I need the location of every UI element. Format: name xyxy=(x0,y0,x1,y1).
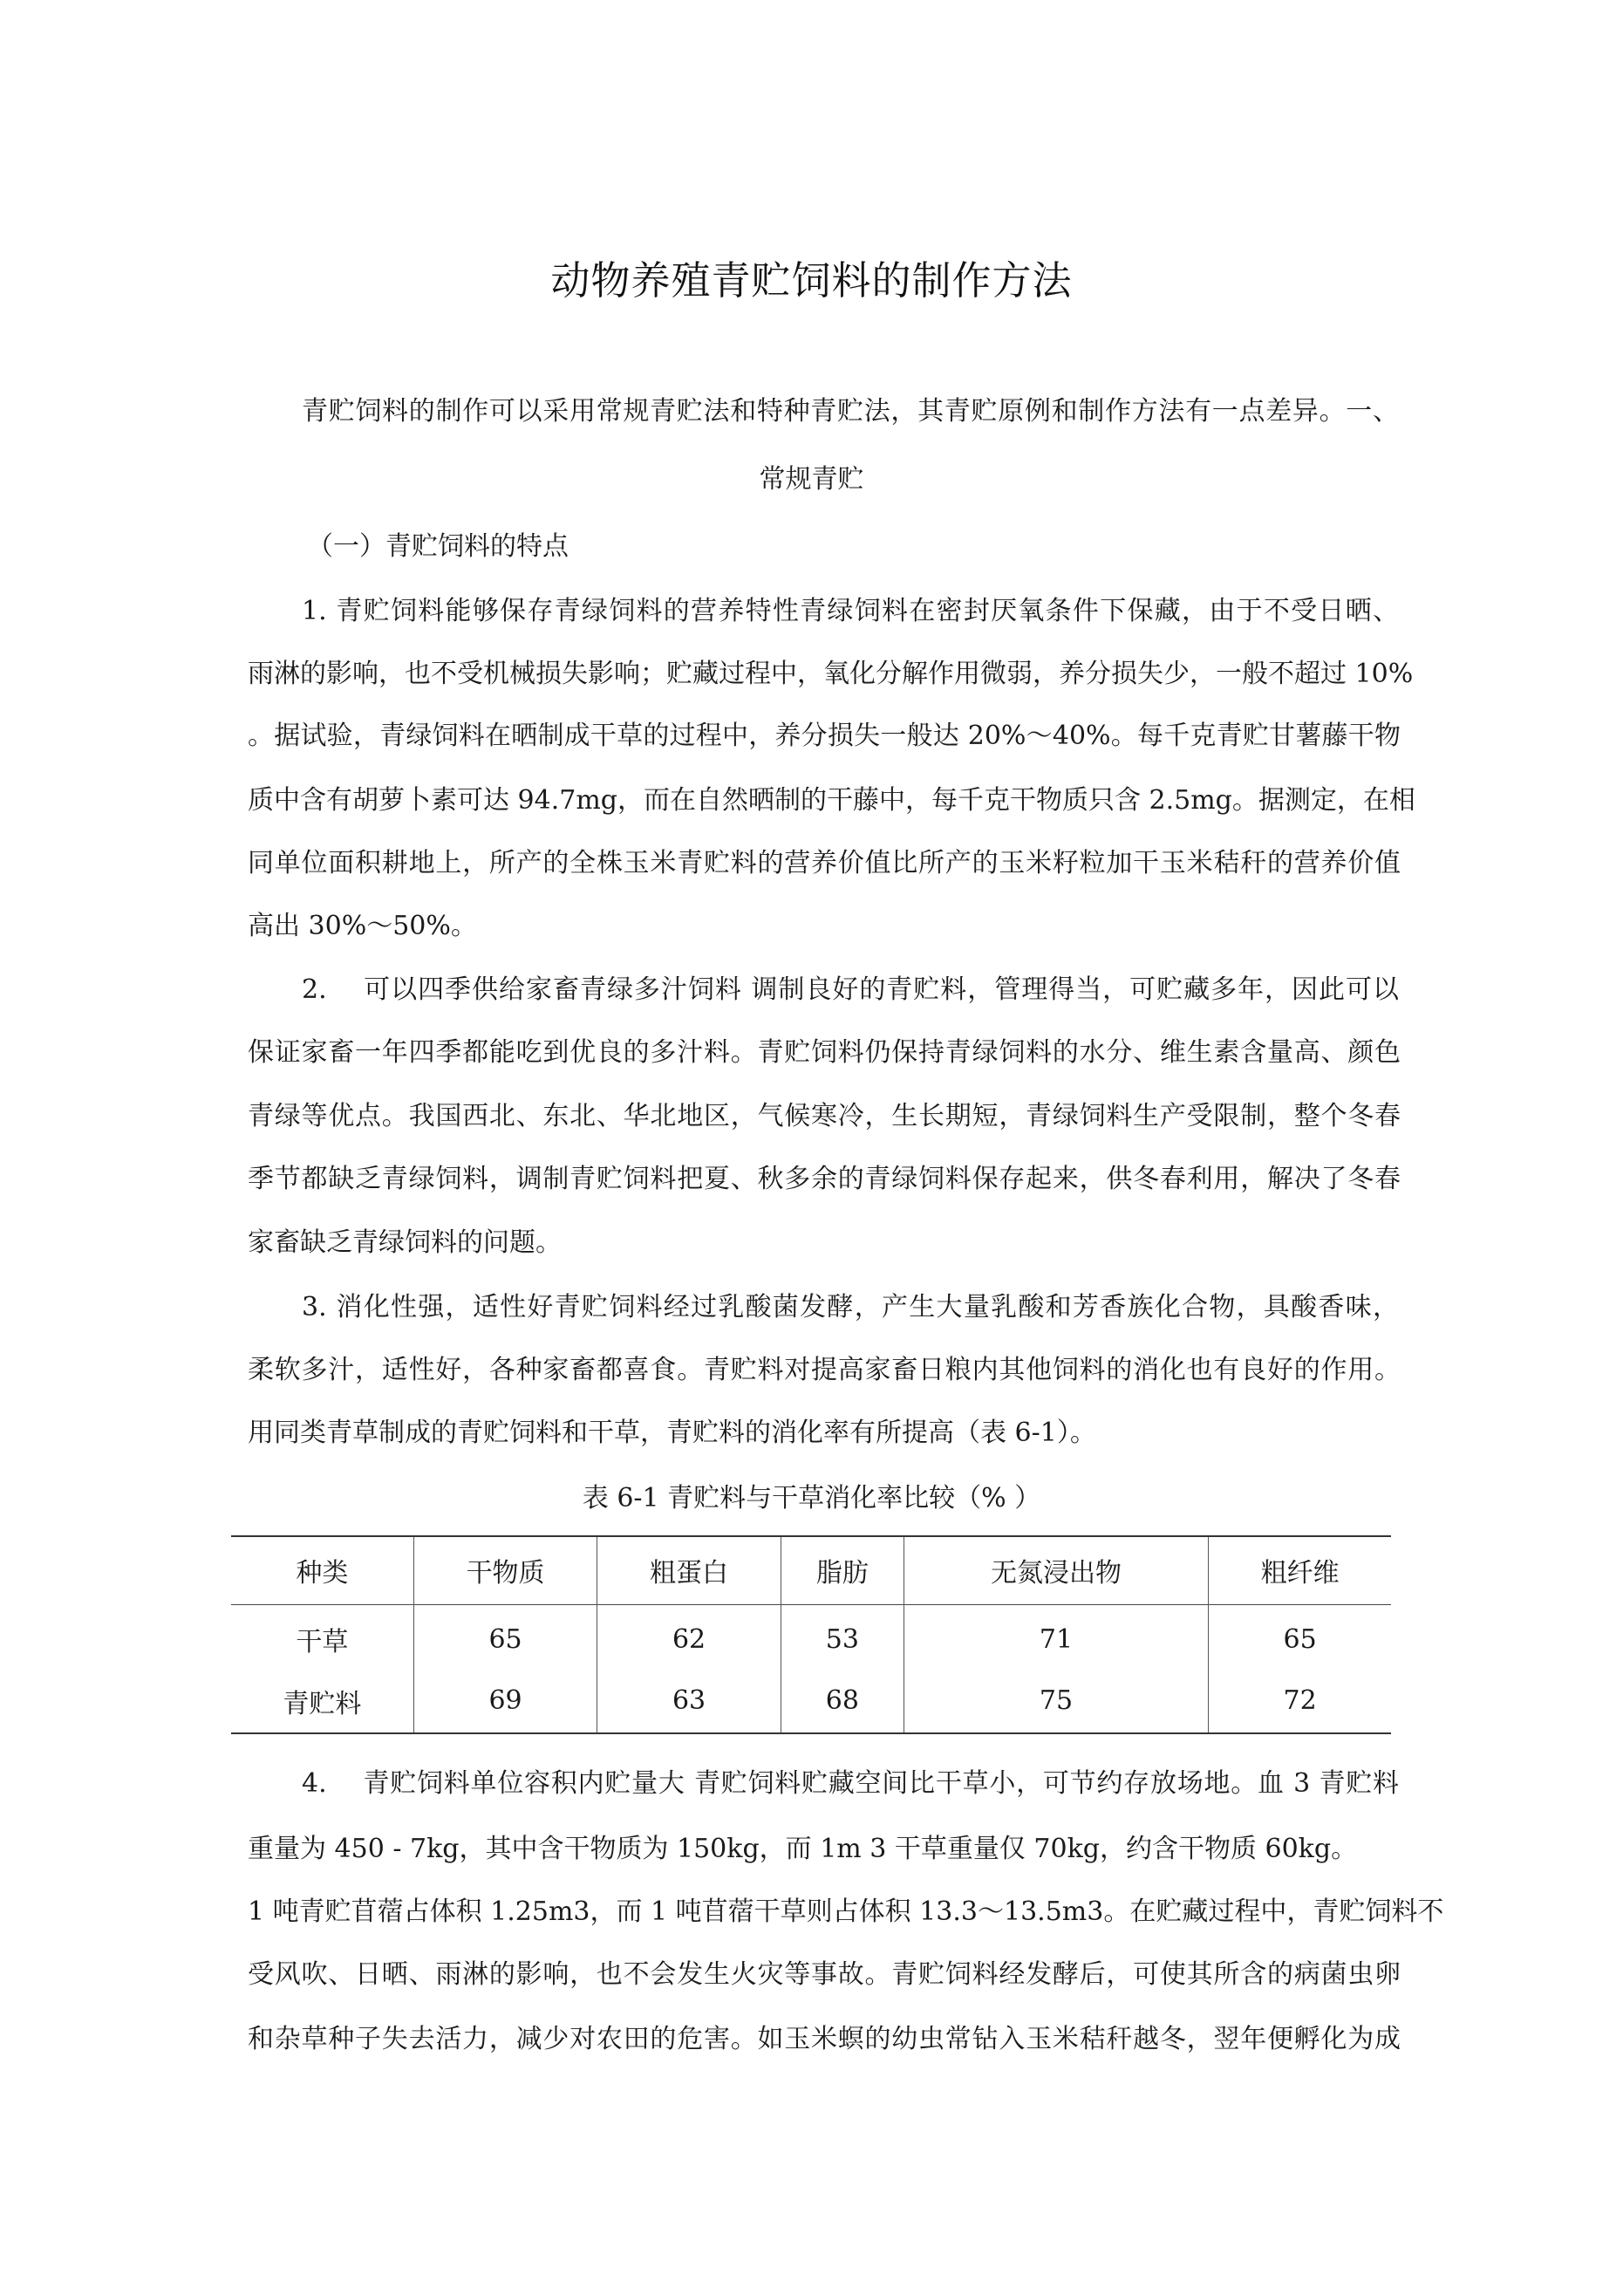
paragraph-2-line-3: 青绿等优点。我国西北、东北、华北地区，气候寒冷，生长期短，青绿饲料生产受限制，整个冬春 xyxy=(248,1101,1401,1131)
digestibility-table xyxy=(231,1535,1391,1734)
paragraph-1-line-1: 1. 青贮饲料能够保存青绿饲料的营养特性青绿饲料在密封厌氧条件下保藏，由于不受日晒、 xyxy=(302,596,1399,626)
table-header-cell: 种类 xyxy=(296,1558,349,1589)
table-header-cell: 干物质 xyxy=(413,1536,597,1604)
document-title: 动物养殖青贮饲料的制作方法 xyxy=(550,257,1073,304)
table-cell: 65 xyxy=(413,1604,597,1669)
paragraph-3-line-2: 柔软多汁，适性好，各种家畜都喜食。青贮料对提高家畜日粮内其他饲料的消化也有良好的作用。 xyxy=(248,1355,1401,1385)
paragraph-2-line-5: 家畜缺乏青绿饲料的问题。 xyxy=(248,1227,562,1258)
paragraph-1-line-6: 高出 30%〜50%。 xyxy=(248,911,477,941)
table-row xyxy=(231,1669,1391,1733)
table-cell: 63 xyxy=(597,1669,781,1733)
table-cell: 75 xyxy=(904,1669,1208,1733)
paragraph-4-line-1: 4. 青贮饲料单位容积内贮量大 青贮饲料贮藏空间比干草小，可节约存放场地。血 3 青贮料 xyxy=(302,1768,1399,1799)
table-cell: 53 xyxy=(781,1604,904,1669)
section-heading-1: （一）青贮饲料的特点 xyxy=(307,531,569,562)
table-cell: 68 xyxy=(781,1669,904,1733)
paragraph-4-line-3: 1 吨青贮苜蓿占体积 1.25m3，而 1 吨苜蓿干草则占体积 13.3〜13.5m3。在贮藏过程中，青贮饲料不 xyxy=(248,1896,1444,1927)
paragraph-1-line-5: 同单位面积耕地上，所产的全株玉米青贮料的营养价值比所产的玉米籽粒加干玉米秸秆的营养价值 xyxy=(248,848,1401,878)
table-caption: 表 6-1 青贮料与干草消化率比较（% ） xyxy=(582,1483,1041,1514)
table-cell: 71 xyxy=(904,1604,1208,1669)
intro-line-1: 青贮饲料的制作可以采用常规青贮法和特种青贮法，其青贮原例和制作方法有一点差异。一、 xyxy=(302,396,1399,427)
table-cell: 69 xyxy=(413,1669,597,1733)
table-header-cell: 粗纤维 xyxy=(1209,1536,1391,1604)
paragraph-1-line-4: 质中含有胡萝卜素可达 94.7mg，而在自然晒制的干藤中，每千克干物质只含 2.5mg。据测定，在相 xyxy=(248,785,1415,816)
table-header-cell: 脂肪 xyxy=(781,1536,904,1604)
paragraph-4-line-2: 重量为 450 - 7kg，其中含干物质为 150kg，而 1m 3 干草重量仅 70kg，约含干物质 60kg。 xyxy=(248,1834,1358,1864)
table-header-row xyxy=(231,1536,1391,1604)
table-cell: 干草 xyxy=(296,1627,349,1658)
table-cell: 72 xyxy=(1209,1669,1391,1733)
table-cell: 青贮料 xyxy=(283,1688,362,1719)
table-cell: 65 xyxy=(1209,1604,1391,1669)
table-header-cell: 粗蛋白 xyxy=(597,1536,781,1604)
table-row xyxy=(231,1604,1391,1669)
paragraph-3-line-1: 3. 消化性强，适性好青贮饲料经过乳酸菌发酵，产生大量乳酸和芳香族化合物，具酸香味， xyxy=(302,1292,1399,1322)
paragraph-4-line-4: 受风吹、日晒、雨淋的影响，也不会发生火灾等事故。青贮饲料经发酵后，可使其所含的病菌虫卵 xyxy=(248,1959,1401,1990)
paragraph-1-line-3: 。据试验，青绿饲料在晒制成干草的过程中，养分损失一般达 20%〜40%。每千克青贮甘薯藤干物 xyxy=(248,721,1401,751)
table-cell: 62 xyxy=(597,1604,781,1669)
paragraph-3-line-3: 用同类青草制成的青贮饲料和干草，青贮料的消化率有所提高（表 6-1）。 xyxy=(248,1418,1096,1448)
table-header-cell: 无氮浸出物 xyxy=(904,1536,1208,1604)
intro-line-2: 常规青贮 xyxy=(759,464,864,495)
paragraph-2-line-4: 季节都缺乏青绿饲料，调制青贮饲料把夏、秋多余的青绿饲料保存起来，供冬春利用，解决了冬春 xyxy=(248,1164,1401,1194)
paragraph-4-line-5: 和杂草种子失去活力，减少对农田的危害。如玉米螟的幼虫常钻入玉米秸秆越冬，翌年便孵化为成 xyxy=(248,2024,1401,2054)
paragraph-2-line-2: 保证家畜一年四季都能吃到优良的多汁料。青贮饲料仍保持青绿饲料的水分、维生素含量高、颜色 xyxy=(248,1037,1401,1068)
paragraph-1-line-2: 雨淋的影响，也不受机械损失影响；贮藏过程中，氧化分解作用微弱，养分损失少，一般不超过 10% xyxy=(248,659,1414,689)
paragraph-2-line-1: 2. 可以四季供给家畜青绿多汁饲料 调制良好的青贮料，管理得当，可贮藏多年，因此可以 xyxy=(302,974,1399,1005)
